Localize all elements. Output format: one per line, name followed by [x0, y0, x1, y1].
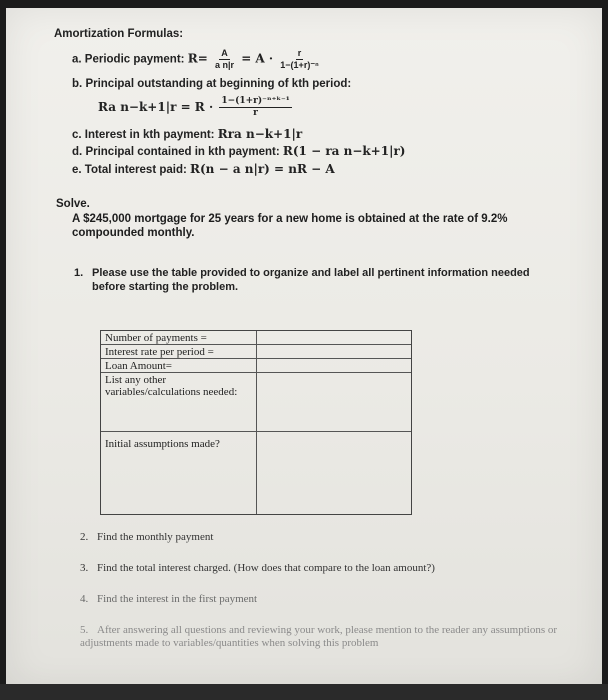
- formula-e-text: Total interest paid:: [84, 164, 187, 176]
- question-5-number: 5.: [80, 624, 89, 636]
- worksheet-page: [6, 8, 602, 690]
- table-row: [101, 331, 411, 345]
- formula-c-math: Rra n−k+1|r: [217, 127, 303, 141]
- formula-c: [72, 127, 302, 141]
- question-5-text: After answering all questions and reviewing your work, please mention to the reader any assumptions or adjustments made to variables/quantities when solving this problem: [80, 624, 558, 649]
- formula-b-math: [98, 96, 294, 119]
- formula-e: [72, 162, 335, 176]
- solve-label: Solve.: [56, 198, 90, 210]
- table-row: [101, 432, 411, 514]
- formula-b-label: b.: [72, 78, 83, 90]
- formula-b-text: Principal outstanding at beginning of kth period:: [85, 78, 352, 90]
- question-1-line-1: Please use the table provided to organize and label all pertinent information needed: [92, 267, 530, 279]
- formula-a-fraction-1: [213, 48, 236, 71]
- table-row-label: Loan Amount=: [101, 359, 257, 372]
- question-3-number: 3.: [80, 562, 89, 574]
- formula-a-label: a.: [72, 53, 82, 66]
- formula-d-text: Principal contained in kth payment:: [85, 146, 280, 158]
- question-2-text: Find the monthly payment: [97, 531, 214, 543]
- formula-b-lhs: Ra n−k+1|r = R ·: [98, 100, 214, 114]
- formula-c-label: c.: [72, 129, 82, 141]
- formula-e-label: e.: [72, 164, 82, 176]
- table-row-label: List any other variables/calculations needed:: [101, 373, 257, 431]
- table-row-value[interactable]: [257, 345, 411, 358]
- table-row: [101, 345, 411, 359]
- formula-d-label: d.: [72, 146, 83, 158]
- formula-a-text: Periodic payment:: [84, 53, 185, 66]
- question-4-number: 4.: [80, 593, 89, 605]
- formula-d-math: R(1 − ra n−k+1|r): [282, 144, 406, 158]
- photo-bottom-edge: [0, 684, 608, 700]
- question-4-text: Find the interest in the first payment: [97, 593, 258, 605]
- formula-b: [72, 78, 351, 90]
- question-2-number: 2.: [80, 531, 89, 543]
- formula-c-text: Interest in kth payment:: [84, 129, 215, 141]
- table-row-value[interactable]: [257, 359, 411, 372]
- formula-a-frac1-numerator: A: [221, 48, 228, 58]
- table-row-label: Interest rate per period =: [101, 345, 257, 358]
- table-row-value[interactable]: [257, 432, 411, 514]
- table-row-value[interactable]: [257, 373, 411, 431]
- formula-b-frac-numerator: 1−(1+r)⁻ⁿ⁺ᵏ⁻¹: [221, 96, 290, 106]
- question-3: [80, 562, 435, 574]
- question-4: [80, 593, 257, 605]
- question-3-text: Find the total interest charged. (How does that compare to the loan amount?): [97, 562, 435, 574]
- table-row: [101, 373, 411, 432]
- formulas-heading: Amortization Formulas:: [54, 28, 184, 40]
- question-5: [80, 624, 570, 650]
- formula-a-frac2-numerator: r: [297, 48, 302, 58]
- table-row-label: Initial assumptions made?: [101, 432, 257, 514]
- solve-line-2: compounded monthly.: [72, 227, 195, 239]
- formula-e-math: R(n − a n|r) = nR − A: [190, 162, 335, 176]
- formula-a-frac1-denominator: a n|r: [214, 60, 234, 70]
- formula-a-R: R: [187, 51, 198, 66]
- info-table: [100, 330, 412, 515]
- formula-a: [72, 48, 323, 71]
- formula-d: [72, 144, 405, 158]
- formula-b-fraction: [219, 96, 291, 119]
- formula-a-frac2-denominator: 1−(1+r)⁻ⁿ: [280, 60, 319, 70]
- table-row-value[interactable]: [257, 331, 411, 344]
- question-2: [80, 531, 213, 543]
- table-row: [101, 359, 411, 373]
- question-1-line-2: before starting the problem.: [92, 281, 239, 293]
- formula-b-frac-denominator: r: [253, 108, 258, 118]
- formula-a-eq1: =: [197, 51, 208, 66]
- formula-a-eq2: = A ·: [241, 51, 274, 66]
- question-1-number: 1.: [74, 267, 84, 279]
- solve-line-1: A $245,000 mortgage for 25 years for a new home is obtained at the rate of 9.2%: [72, 213, 508, 225]
- formula-a-fraction-2: [278, 48, 320, 71]
- table-row-label: Number of payments =: [101, 331, 257, 344]
